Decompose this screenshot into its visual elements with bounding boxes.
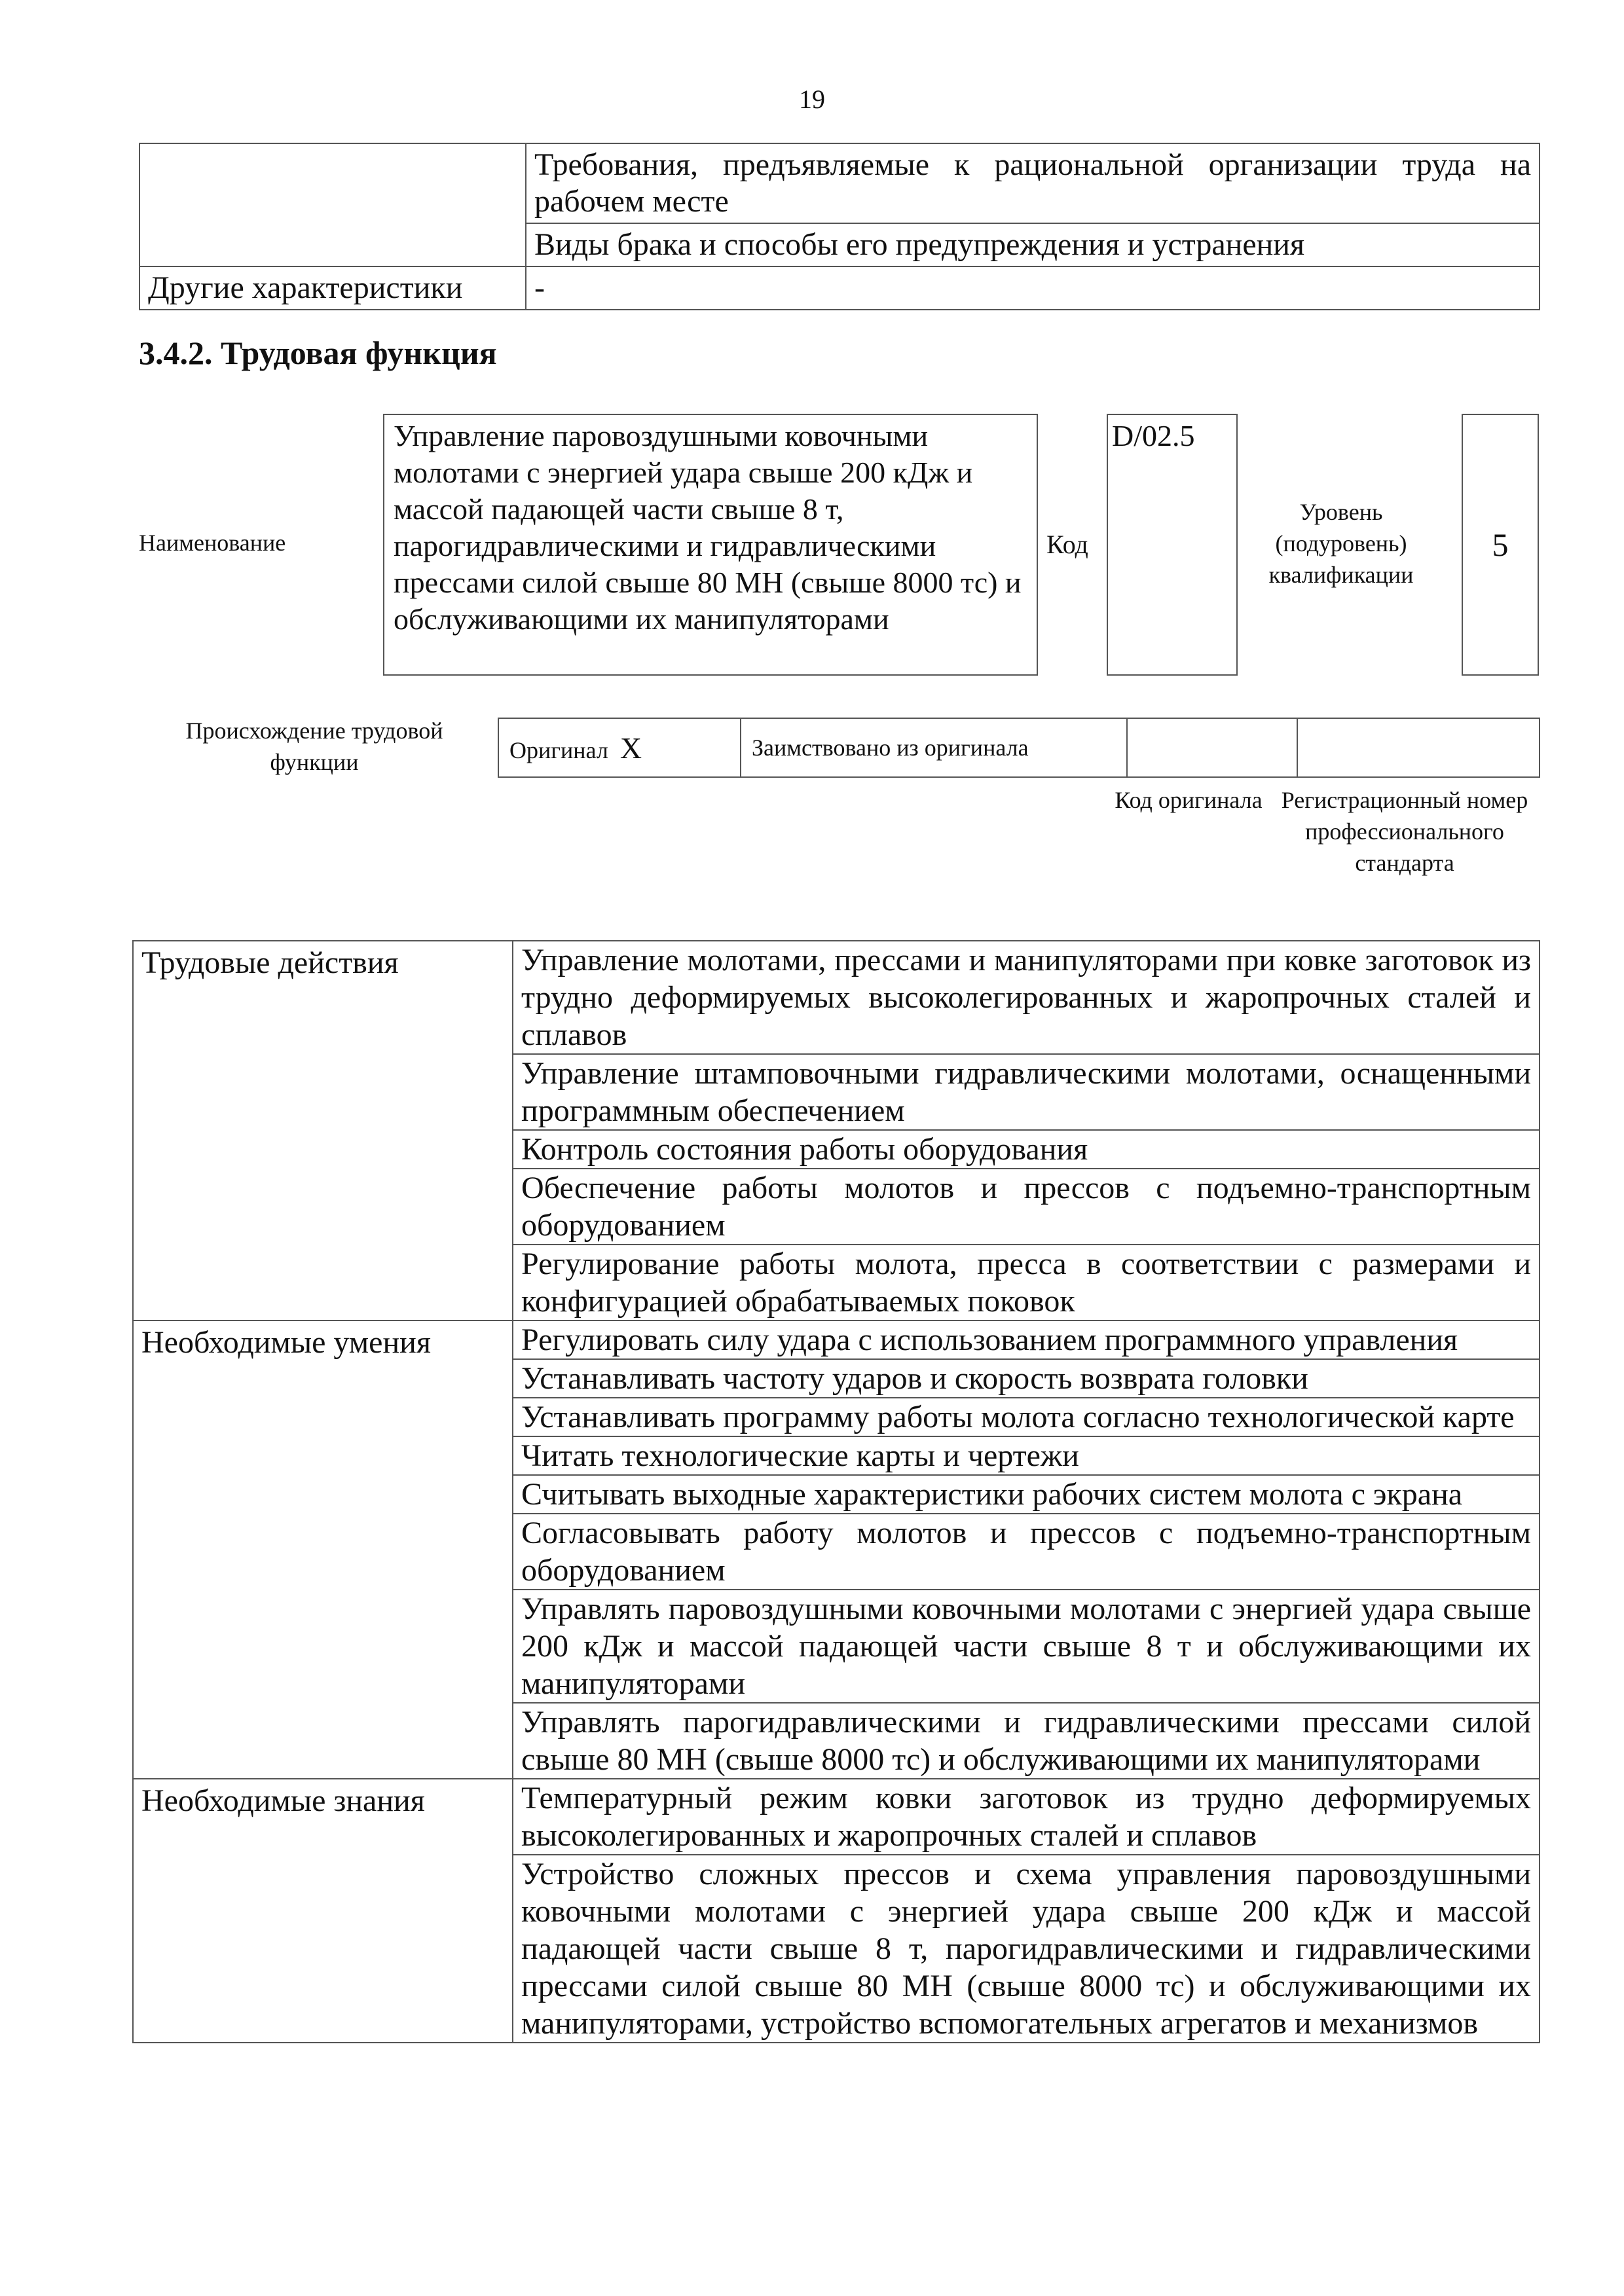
- other-characteristics-value: -: [526, 266, 1540, 310]
- list-item: Управлять парогидравлическими и гидравлическими прессами силой свыше 80 МН (свыше 8000 тс) и обслуживающими их манипуляторами: [513, 1703, 1540, 1779]
- qualification-level-box: 5: [1462, 414, 1539, 676]
- section-heading: 3.4.2. Трудовая функция: [139, 335, 497, 371]
- registration-number-caption: Регистрационный номер профессионального стандарта: [1281, 787, 1528, 876]
- table-row: [133, 941, 1540, 1054]
- function-code-box: D/02.5: [1107, 414, 1238, 676]
- list-item: Обеспечение работы молотов и прессов с подъемно-транспортным оборудованием: [513, 1169, 1540, 1245]
- list-item: Управлять паровоздушными ковочными молотами с энергией удара свыше 200 кДж и массой падающей части свыше 8 т и обслуживающими их манипуляторами: [513, 1590, 1540, 1703]
- function-name-box: Управление паровоздушными ковочными молотами с энергией удара свыше 200 кДж и массой падающей части свыше 8 т, парогидравлическими и гидравлическими прессами силой свыше 80 МН (свыше 8000 тс) и обслуживающими их манипуляторами: [383, 414, 1038, 676]
- table-row: [133, 1779, 1540, 1855]
- table-row: [139, 266, 1540, 310]
- origin-registration-cell: [1297, 718, 1540, 777]
- continuation-item: Виды брака и способы его предупреждения и устранения: [526, 223, 1540, 266]
- category-required-knowledge: Необходимые знания: [133, 1779, 513, 2043]
- qualification-level-label: Уровень (подуровень) квалификации: [1268, 499, 1414, 588]
- list-item: Согласовывать работу молотов и прессов с подъемно-транспортным оборудованием: [513, 1514, 1540, 1590]
- category-labor-actions: Трудовые действия: [133, 941, 513, 1321]
- table-row: [139, 143, 1540, 223]
- origin-original-cell: [498, 718, 741, 777]
- list-item: Управление штамповочными гидравлическими молотами, оснащенными программным обеспечением: [513, 1054, 1540, 1130]
- list-item: Регулировать силу удара с использованием программного управления: [513, 1321, 1540, 1359]
- origin-borrowed-cell: Заимствовано из оригинала: [741, 718, 1127, 777]
- category-required-skills: Необходимые умения: [133, 1321, 513, 1779]
- list-item: Читать технологические карты и чертежи: [513, 1436, 1540, 1475]
- table-row: [498, 718, 1540, 777]
- list-item: Считывать выходные характеристики рабочих систем молота с экрана: [513, 1475, 1540, 1514]
- origin-original-label: Оригинал: [509, 737, 608, 763]
- page-number: 19: [799, 84, 825, 114]
- table-row: [133, 1321, 1540, 1359]
- list-item: Температурный режим ковки заготовок из трудно деформируемых высоколегированных и жаропрочных сталей и сплавов: [513, 1779, 1540, 1855]
- list-item: Регулирование работы молота, пресса в соответствии с размерами и конфигурацией обрабатываемых поковок: [513, 1245, 1540, 1321]
- code-label: Код: [1046, 530, 1088, 559]
- origin-table: [498, 718, 1540, 778]
- continuation-table: [139, 143, 1540, 310]
- name-label: Наименование: [139, 530, 286, 556]
- continuation-category-cell: [139, 143, 526, 266]
- original-code-caption: Код оригинала: [1115, 787, 1263, 813]
- list-item: Устройство сложных прессов и схема управления паровоздушными ковочными молотами с энергией удара свыше 200 кДж и массой падающей части свыше 8 т, парогидравлическими и гидравлическими прессами силой свыше 80 МН (свыше 8000 тс) и обслуживающими их манипуляторами, устройство вспомогательных агрегатов и механизмов: [513, 1855, 1540, 2043]
- origin-original-mark: X: [619, 731, 642, 765]
- list-item: Контроль состояния работы оборудования: [513, 1130, 1540, 1169]
- function-details-table: [132, 940, 1540, 2043]
- origin-label: Происхождение трудовой функции: [185, 718, 443, 775]
- continuation-item: Требования, предъявляемые к рациональной организации труда на рабочем месте: [526, 143, 1540, 223]
- other-characteristics-label: Другие характеристики: [139, 266, 526, 310]
- origin-code-cell: [1127, 718, 1297, 777]
- list-item: Устанавливать частоту ударов и скорость возврата головки: [513, 1359, 1540, 1398]
- list-item: Управление молотами, прессами и манипуляторами при ковке заготовок из трудно деформируемых высоколегированных и жаропрочных сталей и сплавов: [513, 941, 1540, 1054]
- list-item: Устанавливать программу работы молота согласно технологической карте: [513, 1398, 1540, 1436]
